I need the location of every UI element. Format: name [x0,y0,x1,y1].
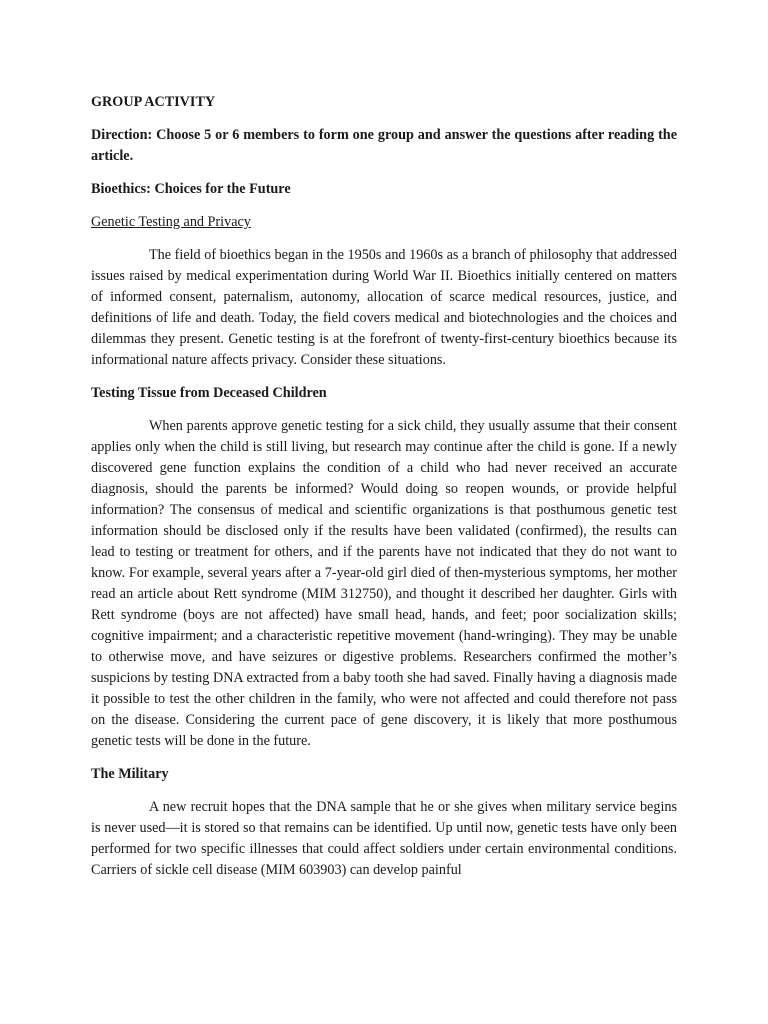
military-paragraph: A new recruit hopes that the DNA sample that he or she gives when military service begins is never used—it is stored so that remains can be identified. Up until now, genetic tests have only been performed for two specific illnesses that could affect soldiers under certain environmental conditions. Carriers of sickle cell disease (MIM 603903) can develop painful [91,799,677,878]
document-page [91,92,677,893]
deceased-children-paragraph: When parents approve genetic testing for a sick child, they usually assume that their consent applies only when the child is still living, but research may continue after the child is gone. If a newly discovered gene function explains the condition of a child who had never received an accurate diagnosis, should the parents be informed? Would doing so reopen wounds, or provide helpful information? The consensus of medical and scientific organizations is that posthumous genetic test information should be disclosed only if the results have been validated (confirmed), the results can lead to testing or treatment for others, and if the parents have not indicated that they do not want to know. For example, several years after a 7-year-old girl died of then-mysterious symptoms, her mother read an article about Rett syndrome (MIM 312750), and thought it described her daughter. Girls with Rett syndrome (boys are not affected) have small head, hands, and feet; poor socialization skills; cognitive impairment; and a characteristic repetitive movement (hand-wringing). They may be unable to otherwise move, and have seizures or digestive problems. Researchers confirmed the mother’s suspicions by testing DNA extracted from a baby tooth she had saved. Finally having a diagnosis made it possible to test the other children in the family, who were not affected and could therefore not pass on the disease. Considering the current pace of gene discovery, it is likely that more posthumous genetic tests will be done in the future. [91,418,677,749]
article-title: Bioethics: Choices for the Future [91,181,291,197]
intro-paragraph: The field of bioethics began in the 1950s and 1960s as a branch of philosophy that addressed issues raised by medical experimentation during World War II. Bioethics initially centered on matters of informed consent, paternalism, autonomy, allocation of scarce medical resources, justice, and definitions of life and death. Today, the field covers medical and biotechnologies and the choices and dilemmas they present. Genetic testing is at the forefront of twenty-first-century bioethics because its informational nature affects privacy. Consider these situations. [91,247,677,368]
activity-title: GROUP ACTIVITY [91,94,216,110]
section-heading-deceased-children: Testing Tissue from Deceased Children [91,385,327,401]
section-heading-military: The Military [91,766,169,782]
direction-text: Direction: Choose 5 or 6 members to form one group and answer the questions after reading the article. [91,127,677,164]
article-subtitle: Genetic Testing and Privacy [91,214,251,230]
